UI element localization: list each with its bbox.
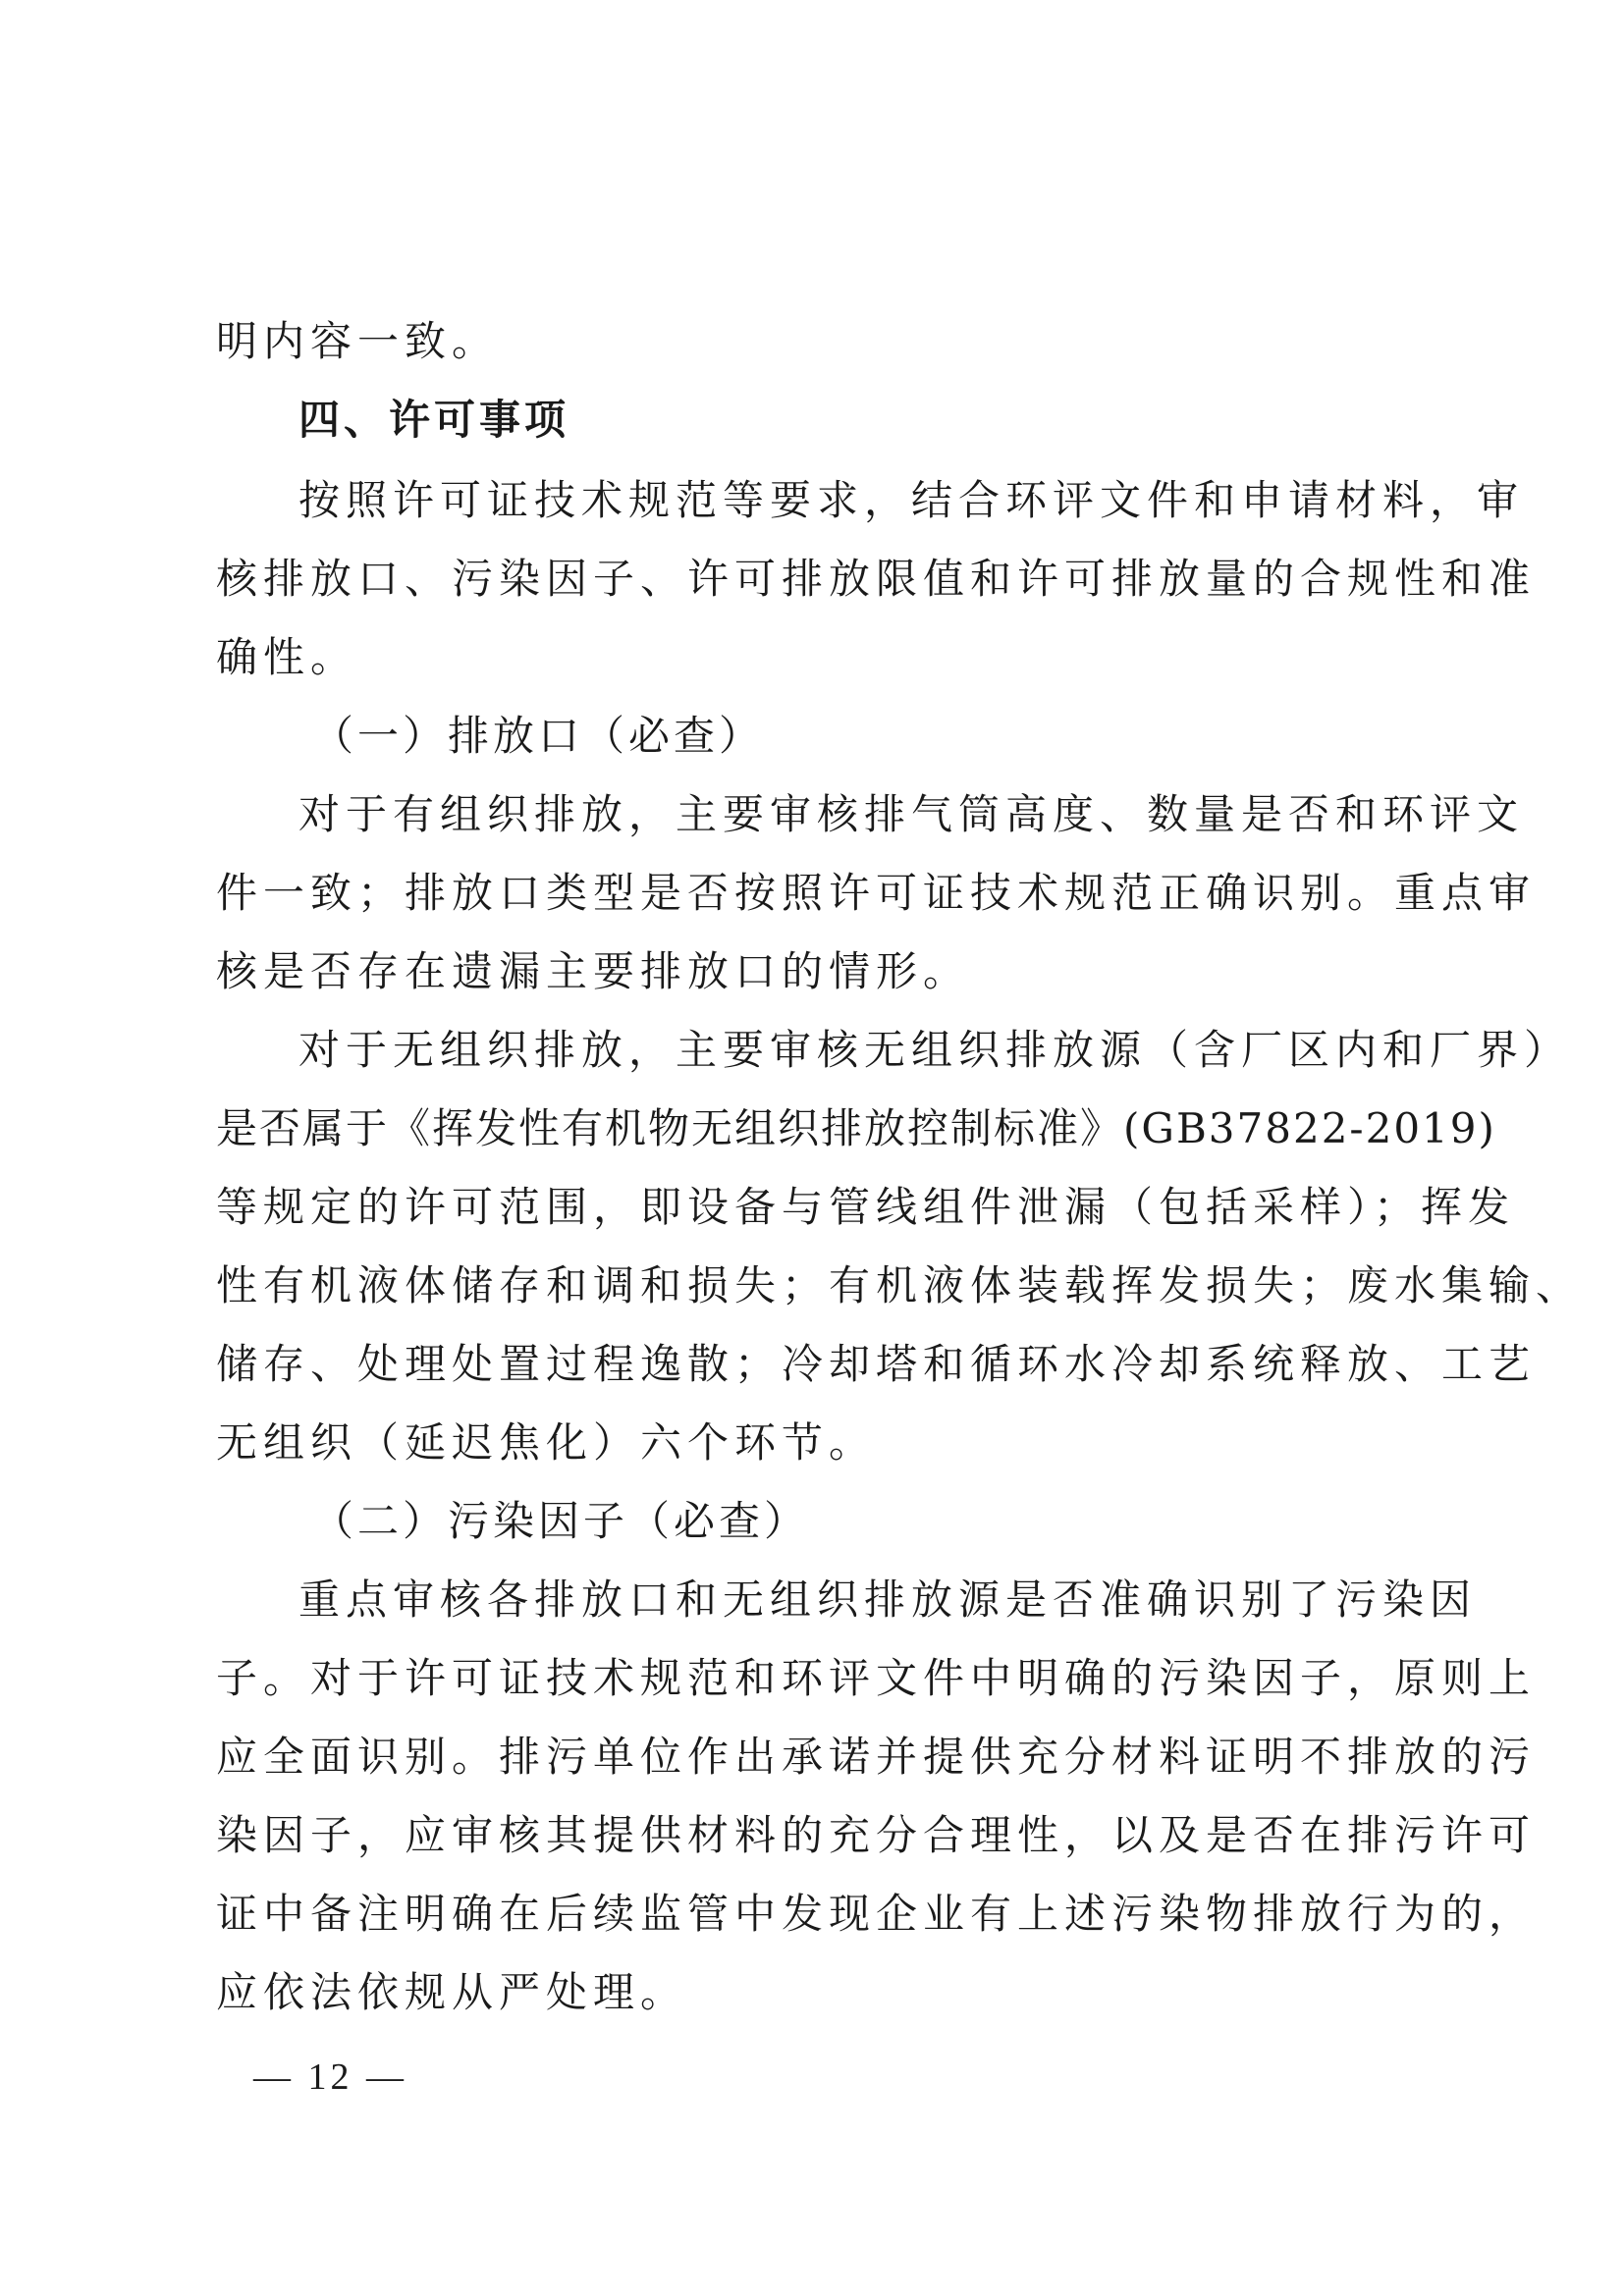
intro-tail-line: 明内容一致。 (216, 317, 500, 365)
paragraph-line: 等规定的许可范围，即设备与管线组件泄漏（包括采样）；挥发 (216, 1183, 1516, 1231)
paragraph-line: 储存、处理处置过程逸散；冷却塔和循环水冷却系统释放、工艺 (216, 1340, 1537, 1388)
section-title: 四、许可事项 (298, 396, 570, 444)
paragraph-line: 无组织（延迟焦化）六个环节。 (216, 1418, 877, 1467)
subsection-title-pollutants: （二）污染因子（必查） (312, 1497, 810, 1545)
paragraph-line: 确性。 (216, 633, 358, 681)
paragraph-line: 核排放口、污染因子、许可排放限值和许可排放量的合规性和准 (216, 555, 1537, 603)
paragraph-line: 按照许可证技术规范等要求，结合环评文件和申请材料，审 (298, 476, 1525, 524)
paragraph-line: 核是否存在遗漏主要排放口的情形。 (216, 947, 971, 995)
subsection-title-outlets: （一）排放口（必查） (312, 712, 765, 760)
paragraph-line: 对于有组织排放，主要审核排气筒高度、数量是否和环评文 (298, 790, 1525, 838)
paragraph-line: 证中备注明确在后续监管中发现企业有上述污染物排放行为的， (216, 1890, 1537, 1938)
paragraph-line: 是否属于《挥发性有机物无组织排放控制标准》(GB37822-2019) (216, 1104, 1496, 1152)
paragraph-line: 子。对于许可证技术规范和环评文件中明确的污染因子，原则上 (216, 1654, 1537, 1702)
paragraph-line: 件一致；排放口类型是否按照许可证技术规范正确识别。重点审 (216, 869, 1537, 917)
paragraph-line: 重点审核各排放口和无组织排放源是否准确识别了污染因 (298, 1575, 1478, 1624)
page-number: — 12 — (253, 2056, 407, 2098)
paragraph-line: 染因子，应审核其提供材料的充分合理性，以及是否在排污许可 (216, 1811, 1537, 1859)
paragraph-line: 应依法依规从严处理。 (216, 1968, 688, 2016)
paragraph-line: 性有机液体储存和调和损失；有机液体装载挥发损失；废水集输、 (216, 1261, 1584, 1309)
paragraph-line: 应全面识别。排污单位作出承诺并提供充分材料证明不排放的污 (216, 1733, 1537, 1781)
paragraph-line: 对于无组织排放，主要审核无组织排放源（含厂区内和厂界） (298, 1026, 1572, 1074)
